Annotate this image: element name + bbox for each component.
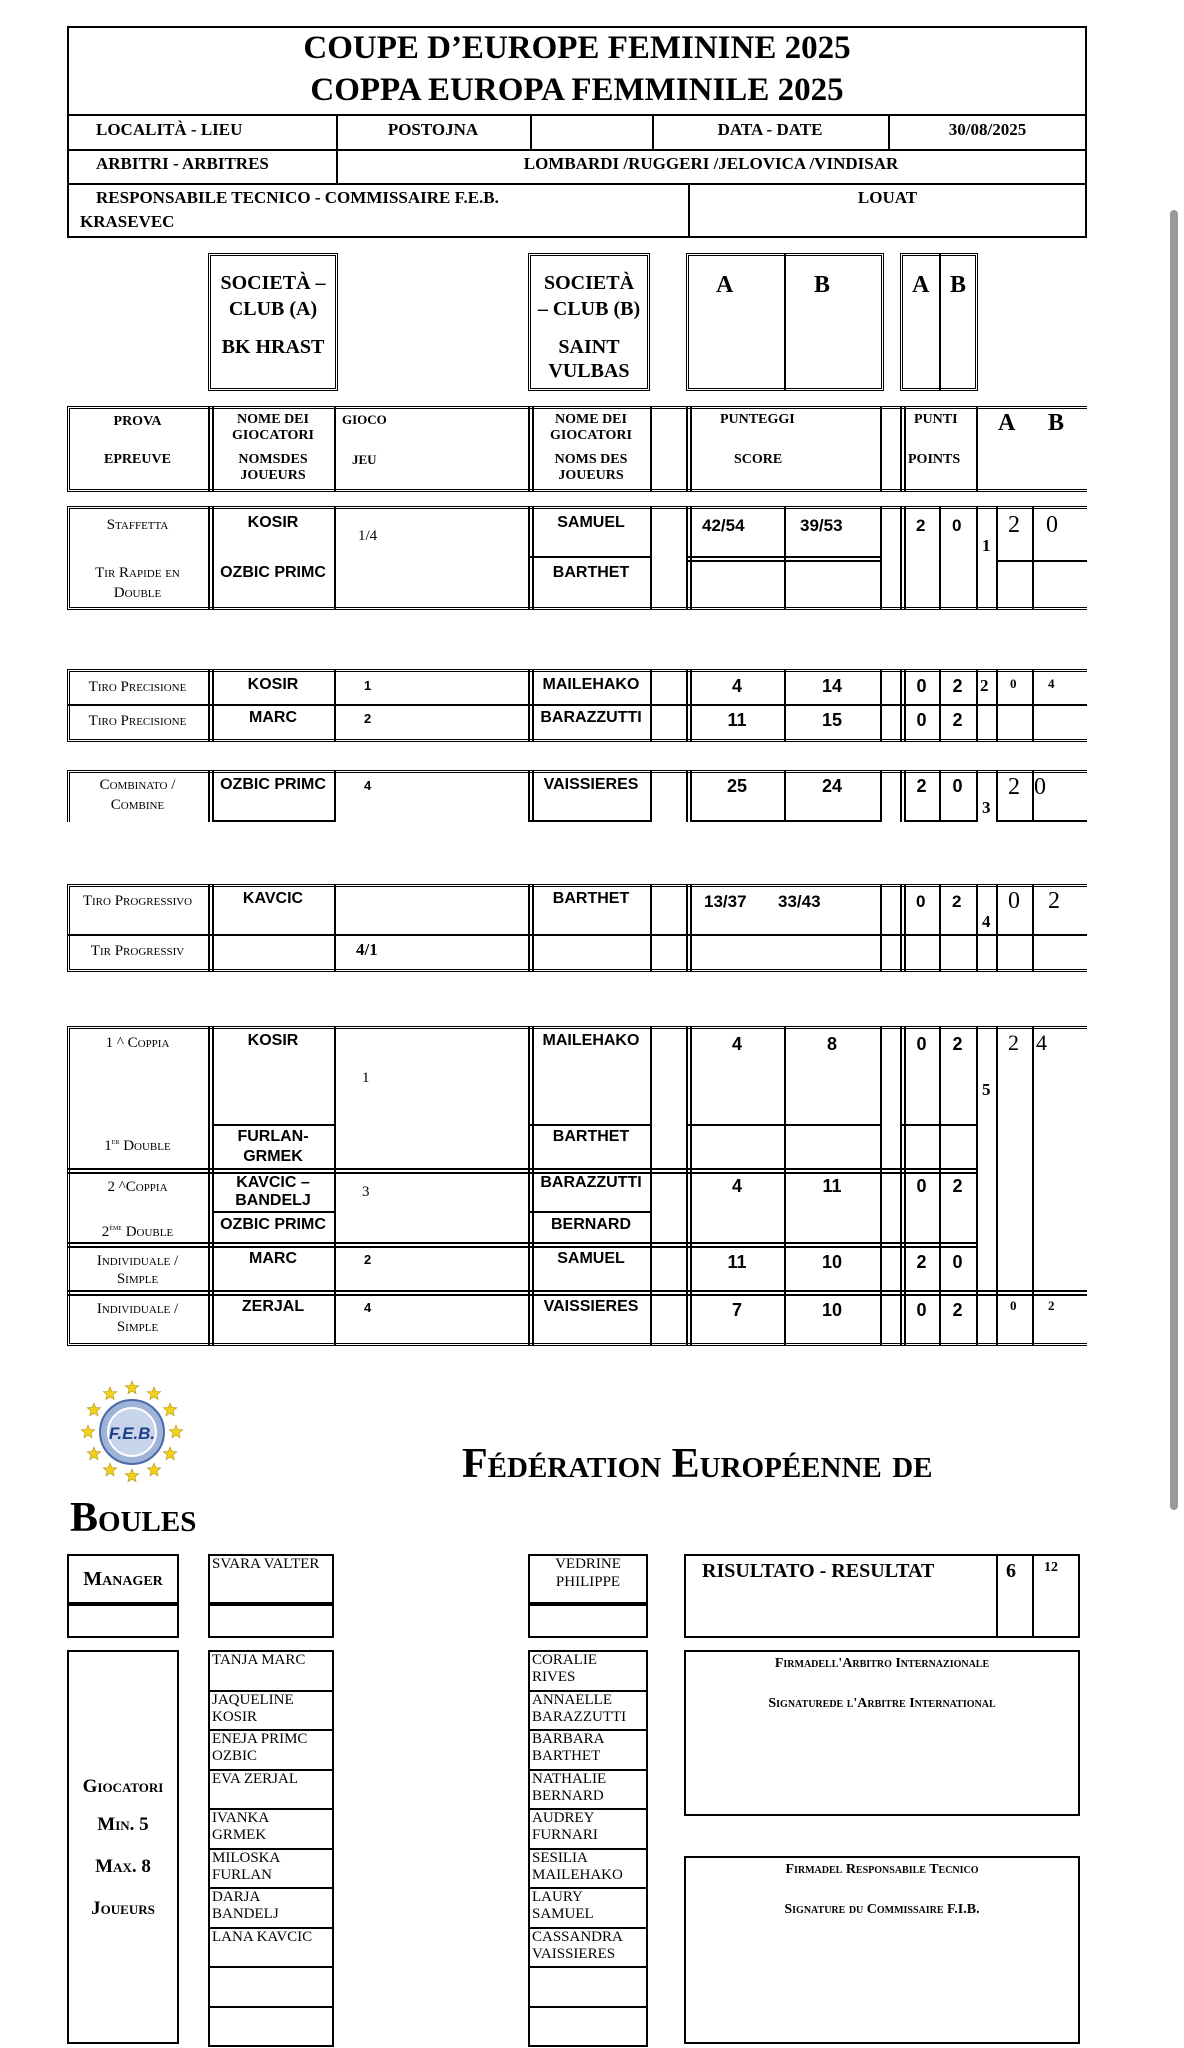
- precisione-r1-score-a: 4: [731, 676, 742, 696]
- giocatori-max: Max. 8: [95, 1856, 151, 1877]
- logo-star-icon: [103, 1387, 116, 1400]
- lieu-label: LOCALITÀ - LIEU: [96, 120, 243, 139]
- manager-b-2: PHILIPPE: [555, 1574, 621, 1590]
- combinato-score-b: 24: [821, 776, 843, 796]
- combinato-player-a: OZBIC PRIMC: [220, 776, 326, 793]
- player-b-name: RIVES: [532, 1669, 576, 1685]
- scrollbar[interactable]: [1170, 210, 1178, 1510]
- player-a-name: KOSIR: [212, 1708, 258, 1725]
- giocatori-box: [67, 1650, 179, 2044]
- precisione-r2-player-b: BARAZZUTTI: [540, 709, 642, 726]
- precisione-r1-score-b: 14: [821, 676, 843, 696]
- staffetta-number: 1: [982, 536, 991, 555]
- player-b-name: LAURY: [532, 1889, 583, 1905]
- player-b-name: BARBARA: [532, 1731, 605, 1747]
- player-b-name: SAMUEL: [532, 1906, 594, 1922]
- coppia2-player-b1: BARAZZUTTI: [540, 1174, 642, 1191]
- logo-star-icon: [163, 1447, 176, 1460]
- player-b-row: [528, 1887, 648, 1929]
- responsabile-label: RESPONSABILE TECNICO - COMMISSAIRE F.E.B.: [96, 188, 499, 207]
- header-b-joueurs: JOUEURS: [558, 468, 624, 483]
- staffetta-player-a2: OZBIC PRIMC: [220, 564, 326, 581]
- player-a-name: MILOSKA: [212, 1849, 281, 1866]
- coppia1-score-a: 4: [731, 1034, 742, 1054]
- responsabile-value: LOUAT: [857, 188, 918, 207]
- header-joueurs: JOUEURS: [240, 468, 306, 483]
- player-a-row: [208, 1690, 334, 1732]
- team-b-name2: VULBAS: [548, 360, 630, 382]
- signature-arbitre-label: Firmadell'Arbitro Internazionale: [774, 1656, 990, 1671]
- precisione-r1-points-b: 2: [952, 676, 963, 696]
- precisione-r1-points-a: 0: [916, 676, 927, 696]
- combinato-name: Combinato /: [99, 777, 176, 793]
- player-a-row: [208, 1769, 334, 1811]
- progressivo-points-a: 0: [916, 892, 926, 911]
- logo-star-icon: [147, 1387, 160, 1400]
- combinato-score-a: 25: [726, 776, 748, 796]
- risultato-a: 6: [1006, 1560, 1016, 1582]
- coppia1-name-fr: 1er Double: [104, 1136, 171, 1154]
- staffetta-result-b: 0: [1046, 512, 1058, 538]
- progressivo-name: Tiro Progressivo: [82, 893, 193, 909]
- signature-arbitre-label-fr: Signaturede l'Arbitre International: [768, 1696, 996, 1711]
- player-b-name: AUDREY: [532, 1810, 595, 1826]
- player-a-name: JAQUELINE: [212, 1691, 294, 1708]
- player-a-row: [208, 1887, 334, 1929]
- player-b-row: [528, 1848, 648, 1890]
- responsabile-name: KRASEVEC: [80, 212, 175, 231]
- player-b-row: [528, 1966, 648, 2008]
- arbitres-label: ARBITRI - ARBITRES: [96, 154, 269, 173]
- progressivo-player-b: BARTHET: [552, 890, 630, 907]
- header-punteggi: PUNTEGGI: [720, 412, 795, 427]
- precisione-r2-score-b: 15: [821, 710, 843, 730]
- coppia2-points-a: 0: [916, 1176, 927, 1196]
- header-prova: PROVA: [113, 414, 162, 429]
- points-col-b: B: [950, 272, 967, 298]
- logo-star-icon: [125, 1469, 138, 1482]
- score-col-b: B: [814, 272, 831, 298]
- logo-star-icon: [87, 1403, 100, 1416]
- individuale2-score-a: 7: [731, 1300, 742, 1320]
- header-b-giocatori: GIOCATORI: [550, 428, 632, 443]
- player-b-row: [528, 1808, 648, 1850]
- header-noms: NOMSDES: [238, 452, 308, 467]
- coppia2-player-a1: KAVCIC –: [236, 1174, 310, 1191]
- player-a-name: LANA KAVCIC: [212, 1928, 313, 1945]
- precisione-r2-gioco: 2: [364, 711, 372, 726]
- player-b-name: BARAZZUTTI: [532, 1708, 627, 1725]
- precisione-result-b: 4: [1048, 676, 1055, 691]
- staffetta-points-a: 2: [916, 516, 926, 535]
- precisione-r1-player-a: KOSIR: [247, 676, 299, 693]
- staffetta-gioco: 1/4: [358, 528, 378, 544]
- staffetta-score-b: 39/53: [800, 516, 843, 535]
- player-b-row: [528, 1729, 648, 1771]
- player-a-name: GRMEK: [212, 1827, 267, 1843]
- staffetta-score-a: 42/54: [702, 516, 745, 535]
- date-label: DATA - DATE: [717, 120, 823, 139]
- team-a-label: SOCIETÀ –: [220, 272, 326, 294]
- date-value: 30/08/2025: [948, 120, 1027, 139]
- player-b-name: CORALIE: [532, 1652, 597, 1668]
- feb-logo-text: F.E.B.: [108, 1424, 156, 1443]
- team-a-label2: CLUB (A): [228, 298, 318, 320]
- player-b-row: [528, 1650, 648, 1692]
- coppia1-name: 1 ^ Coppia: [105, 1035, 170, 1051]
- precisione-name-1: Tiro Precisione: [88, 679, 187, 695]
- player-b-name: CASSANDRA: [532, 1928, 623, 1945]
- coppia1-player-b2: BARTHET: [552, 1128, 630, 1145]
- coppia2-gioco: 3: [362, 1184, 370, 1200]
- feb-title-2: Boules: [70, 1495, 197, 1541]
- progressivo-name-fr: Tir Progressiv: [90, 943, 185, 959]
- individuale2-name: Individuale /: [96, 1301, 179, 1317]
- coppia2-player-a1b: BANDELJ: [235, 1192, 311, 1209]
- player-b-row: [528, 1769, 648, 1811]
- coppia1-player-a2b: GRMEK: [243, 1148, 303, 1165]
- progressivo-player-a: KAVCIC: [242, 890, 304, 907]
- player-b-name: SESILIA: [532, 1849, 588, 1866]
- player-a-name: ENEJA PRIMC: [212, 1731, 308, 1747]
- individuale1-player-a: MARC: [249, 1250, 297, 1267]
- individuale2-player-b: VAISSIERES: [543, 1298, 639, 1315]
- staffetta-points-b: 0: [952, 516, 962, 535]
- header-gioco: GIOCO: [342, 412, 387, 427]
- coppia1-player-a2: FURLAN-: [237, 1128, 309, 1145]
- risultato-label: RISULTATO - RESULTAT: [702, 1560, 935, 1582]
- player-b-name: BERNARD: [532, 1787, 604, 1804]
- precisione-number: 2: [980, 676, 989, 695]
- player-b-row: [528, 1690, 648, 1732]
- player-a-row: [208, 1848, 334, 1890]
- player-b-row: [528, 2006, 648, 2048]
- precisione-result-a: 0: [1010, 676, 1017, 691]
- header-a: A: [998, 410, 1016, 436]
- score-col-a: A: [716, 272, 734, 298]
- header-b-nome: NOME DEI: [555, 412, 627, 427]
- individuale1-name: Individuale /: [96, 1253, 179, 1269]
- manager-b: VEDRINE: [555, 1556, 621, 1572]
- individuale2-gioco: 4: [364, 1300, 372, 1315]
- player-a-name: FURLAN: [212, 1866, 273, 1883]
- progressivo-result-a: 0: [1008, 888, 1020, 914]
- player-a-row: [208, 1927, 334, 1969]
- individuale-result-a: 0: [1010, 1298, 1017, 1313]
- header-giocatori: GIOCATORI: [232, 428, 314, 443]
- logo-star-icon: [87, 1447, 100, 1460]
- individuale2-score-b: 10: [821, 1300, 843, 1320]
- coppia2-name: 2 ^Coppia: [107, 1179, 168, 1195]
- manager-label: Manager: [83, 1568, 163, 1590]
- individuale2-points-a: 0: [916, 1300, 927, 1320]
- staffetta-result-a: 2: [1008, 512, 1020, 538]
- player-a-row: [208, 1729, 334, 1771]
- individuale2-name-fr: Simple: [116, 1319, 159, 1335]
- coppia2-points-b: 2: [952, 1176, 963, 1196]
- coppia1-points-b: 2: [952, 1034, 963, 1054]
- staffetta-name-fr2: Double: [113, 585, 162, 601]
- player-b-name: NATHALIE: [532, 1770, 607, 1787]
- individuale1-points-a: 2: [916, 1252, 927, 1272]
- logo-star-icon: [163, 1403, 176, 1416]
- coppia1-gioco: 1: [362, 1070, 370, 1086]
- header-b: B: [1048, 410, 1065, 436]
- header-score: SCORE: [734, 452, 783, 467]
- header-b-noms: NOMS DES: [554, 452, 628, 467]
- title-it: COPPA EUROPA FEMMINILE 2025: [310, 72, 844, 108]
- player-a-row: [208, 1650, 334, 1692]
- individuale1-points-b: 0: [952, 1252, 963, 1272]
- coppia1-player-b1: MAILEHAKO: [542, 1032, 640, 1049]
- arbitres-value: LOMBARDI /RUGGERI /JELOVICA /VINDISAR: [523, 154, 899, 173]
- team-b-name: SAINT: [558, 336, 620, 358]
- points-col-a: A: [912, 272, 930, 298]
- team-a-name: BK HRAST: [221, 336, 325, 358]
- coppia2-name-fr: 2ème Double: [101, 1222, 174, 1240]
- logo-star-icon: [147, 1463, 160, 1476]
- individuale1-player-b: SAMUEL: [557, 1250, 625, 1267]
- feb-title: Fédération Européenne de: [462, 1441, 933, 1487]
- combinato-name-fr: Combine: [110, 797, 165, 813]
- signature-arbitre-box: [684, 1650, 1080, 1816]
- header-nome: NOME DEI: [237, 412, 309, 427]
- player-a-name: TANJA MARC: [212, 1652, 306, 1668]
- team-b-label2: – CLUB (B): [537, 298, 641, 320]
- combinato-player-b: VAISSIERES: [543, 776, 639, 793]
- staffetta-player-a1: KOSIR: [247, 514, 299, 531]
- coppie-result-b: 4: [1036, 1030, 1047, 1055]
- staffetta-player-b1: SAMUEL: [557, 514, 625, 531]
- precisione-r1-player-b: MAILEHAKO: [542, 676, 640, 693]
- risultato-b: 12: [1044, 1560, 1058, 1575]
- individuale1-gioco: 2: [364, 1252, 372, 1267]
- coppia1-score-b: 8: [826, 1034, 837, 1054]
- header-points: POINTS: [908, 452, 961, 467]
- coppia1-player-a1: KOSIR: [247, 1032, 299, 1049]
- player-b-name: MAILEHAKO: [532, 1866, 623, 1883]
- combinato-points-b: 0: [952, 776, 963, 796]
- coppia2-score-b: 11: [822, 1176, 842, 1196]
- lieu-value: POSTOJNA: [387, 120, 479, 139]
- player-b-name: BARTHET: [532, 1748, 601, 1764]
- staffetta-player-b2: BARTHET: [552, 564, 630, 581]
- individuale1-score-a: 11: [727, 1252, 747, 1272]
- giocatori-joueurs: Joueurs: [91, 1898, 155, 1919]
- signature-responsabile-label: Firmadel Responsabile Tecnico: [785, 1862, 979, 1877]
- progressivo-score-b: 33/43: [778, 892, 821, 911]
- progressivo-points-b: 2: [952, 892, 962, 911]
- header-epreuve: EPREUVE: [104, 452, 171, 467]
- combinato-number: 3: [982, 798, 991, 817]
- manager-a: SVARA VALTER: [212, 1556, 320, 1572]
- logo-star-icon: [103, 1463, 116, 1476]
- giocatori-min: Min. 5: [97, 1814, 149, 1835]
- logo-star-icon: [81, 1425, 94, 1438]
- combinato-result-a: 2: [1008, 774, 1020, 800]
- staffetta-name: Staffetta: [106, 517, 169, 533]
- precisione-r2-player-a: MARC: [249, 709, 297, 726]
- combinato-points-a: 2: [916, 776, 927, 796]
- team-b-label: SOCIETÀ: [543, 272, 635, 294]
- signature-responsabile-label-fr: Signature du Commissaire F.I.B.: [784, 1902, 980, 1917]
- progressivo-result-b: 2: [1048, 888, 1060, 914]
- logo-star-icon: [125, 1381, 138, 1394]
- player-a-row: [208, 2006, 334, 2048]
- precisione-name-2: Tiro Precisione: [88, 713, 187, 729]
- coppia1-points-a: 0: [916, 1034, 927, 1054]
- title-fr: COUPE D’EUROPE FEMININE 2025: [303, 30, 851, 66]
- player-a-name: OZBIC: [212, 1748, 257, 1764]
- player-a-row: [208, 1966, 334, 2008]
- feb-logo: [78, 1378, 186, 1486]
- precisione-r2-points-b: 2: [952, 710, 963, 730]
- coppie-number: 5: [982, 1080, 991, 1099]
- player-a-name: IVANKA: [212, 1810, 270, 1826]
- coppia2-player-b2: BERNARD: [551, 1216, 631, 1233]
- player-b-name: FURNARI: [532, 1827, 598, 1843]
- header-jeu: JEU: [352, 452, 377, 467]
- individuale1-name-fr: Simple: [116, 1271, 159, 1287]
- progressivo-number: 4: [982, 912, 991, 931]
- player-a-name: EVA ZERJAL: [212, 1770, 298, 1787]
- staffetta-name-fr: Tir Rapide en: [95, 565, 180, 581]
- player-b-row: [528, 1927, 648, 1969]
- coppia2-score-a: 4: [731, 1176, 742, 1196]
- player-a-name: BANDELJ: [212, 1906, 279, 1922]
- individuale2-points-b: 2: [952, 1300, 963, 1320]
- player-a-name: DARJA: [212, 1889, 261, 1905]
- signature-responsabile-box: [684, 1856, 1080, 2044]
- combinato-gioco: 4: [364, 778, 372, 793]
- precisione-r2-score-a: 11: [727, 710, 747, 730]
- individuale-result-b: 2: [1048, 1298, 1055, 1313]
- coppie-result-a: 2: [1008, 1030, 1019, 1055]
- giocatori-label: Giocatori: [82, 1776, 164, 1797]
- coppia2-player-a2: OZBIC PRIMC: [220, 1216, 326, 1233]
- progressivo-gioco: 4/1: [356, 940, 378, 959]
- individuale2-player-a: ZERJAL: [241, 1298, 305, 1315]
- individuale1-score-b: 10: [821, 1252, 843, 1272]
- precisione-r1-gioco: 1: [364, 678, 372, 693]
- player-b-name: VAISSIERES: [532, 1945, 616, 1962]
- progressivo-score-a: 13/37: [704, 892, 747, 911]
- combinato-result-b: 0: [1034, 774, 1046, 800]
- logo-star-icon: [169, 1425, 182, 1438]
- header-punti: PUNTI: [914, 412, 958, 427]
- precisione-r2-points-a: 0: [916, 710, 927, 730]
- player-a-row: [208, 1808, 334, 1850]
- player-b-name: ANNAELLE: [532, 1691, 612, 1708]
- feb-logo-svg: [78, 1378, 186, 1486]
